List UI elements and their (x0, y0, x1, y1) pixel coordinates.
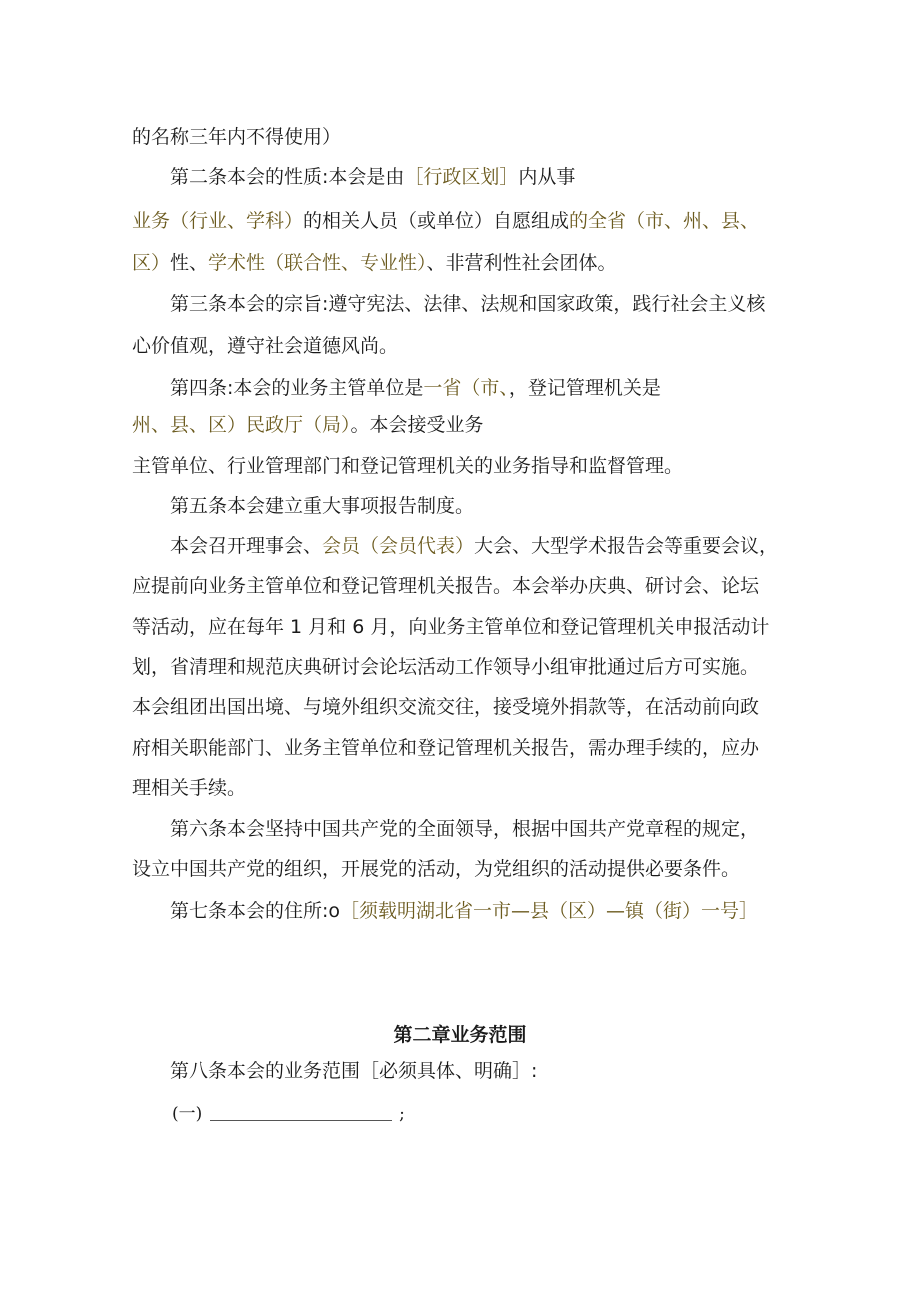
article-4-line (170, 375, 661, 401)
text-line (132, 856, 740, 882)
body-text: 划，省清理和规范庆典研讨会论坛活动工作领导小组审批通过后方可实施。 (132, 656, 760, 678)
fill-in-blank (210, 1102, 392, 1121)
item-label: (一) (172, 1104, 203, 1124)
body-text: 性、 (170, 252, 209, 274)
body-text: ，登记管理机关是 (508, 377, 661, 399)
highlighted-text: 区） (132, 252, 171, 274)
body-text: 本会组团出国出境、与境外组织交流交往，接受境外捐款等，在活动前向政 (132, 696, 760, 718)
chapter-heading: 第二章业务范围 (393, 1024, 527, 1046)
body-text: 第三条本会的宗旨:遵守宪法、法律、法规和国家政策，践行社会主义核 (170, 293, 766, 315)
body-text: 第二条本会的性质:本会是由 (170, 166, 405, 188)
body-text: 、非营利性社会团体。 (426, 252, 617, 274)
article-8-line (170, 1058, 537, 1084)
text-line (132, 250, 617, 276)
highlighted-text: 业务（行业、学科） (132, 210, 304, 232)
article-5-line (170, 493, 474, 519)
article-6-line (170, 816, 759, 842)
body-text: 内从事 (518, 166, 576, 188)
body-text: 。本会接受业务 (350, 414, 484, 436)
body-text: 大会、大型学术报告会等重要会议， (474, 535, 779, 557)
business-scope-item-1 (172, 1101, 405, 1127)
text-line (132, 453, 683, 479)
article-3-line (170, 291, 765, 317)
article-2-line (170, 164, 575, 190)
text-line (132, 694, 759, 720)
highlighted-text: 会员（会员代表） (322, 535, 475, 557)
text-line (132, 333, 398, 359)
highlighted-text: 州、县、区）民政厅（局） (132, 414, 351, 436)
text-line (132, 412, 484, 438)
body-text: 第四条:本会的业务主管单位是 (170, 377, 424, 399)
text-line (132, 775, 246, 801)
highlighted-text: 的全省（市、州、县、 (569, 210, 760, 232)
body-text: 设立中国共产党的组织，开展党的活动，为党组织的活动提供必要条件。 (132, 858, 741, 880)
text-line (132, 124, 341, 150)
body-text: 第六条本会坚持中国共产党的全面领导，根据中国共产党章程的规定， (170, 818, 760, 840)
article-7-line (170, 898, 758, 924)
body-text: 本会召开理事会、 (170, 535, 323, 557)
body-text: 理相关手续。 (132, 777, 247, 799)
body-text: 第七条本会的住所:o (170, 900, 341, 922)
text-line (132, 614, 769, 640)
item-suffix: ; (399, 1104, 405, 1124)
body-text: 主管单位、行业管理部门和登记管理机关的业务指导和监督管理。 (132, 455, 684, 477)
text-line (132, 573, 759, 599)
text-line (132, 735, 759, 761)
body-text: 等活动，应在每年 1 月和 6 月，向业务主管单位和登记管理机关申报活动计 (132, 616, 770, 638)
text-line (132, 208, 759, 234)
body-text: 应提前向业务主管单位和登记管理机关报告。本会举办庆典、研讨会、论坛 (132, 575, 760, 597)
body-text: 府相关职能部门、业务主管单位和登记管理机关报告，需办理手续的，应办 (132, 737, 760, 759)
text-line (132, 654, 759, 680)
body-text: 心价值观，遵守社会道德风尚。 (132, 335, 399, 357)
highlighted-text: ［须载明湖北省一市—县（区）—镇（街）一号］ (340, 900, 759, 922)
body-text: 第五条本会建立重大事项报告制度。 (170, 495, 475, 517)
body-text: 的相关人员（或单位）自愿组成 (303, 210, 570, 232)
highlighted-text: ［行政区划］ (404, 166, 519, 188)
highlighted-text: 学术性（联合性、专业性） (208, 252, 427, 274)
highlighted-text: 一省（市、 (423, 377, 509, 399)
body-text: 的名称三年内不得使用） (132, 126, 342, 148)
body-text: 第八条本会的业务范围［必须具体、明确］: (170, 1060, 538, 1082)
text-line (170, 533, 778, 559)
